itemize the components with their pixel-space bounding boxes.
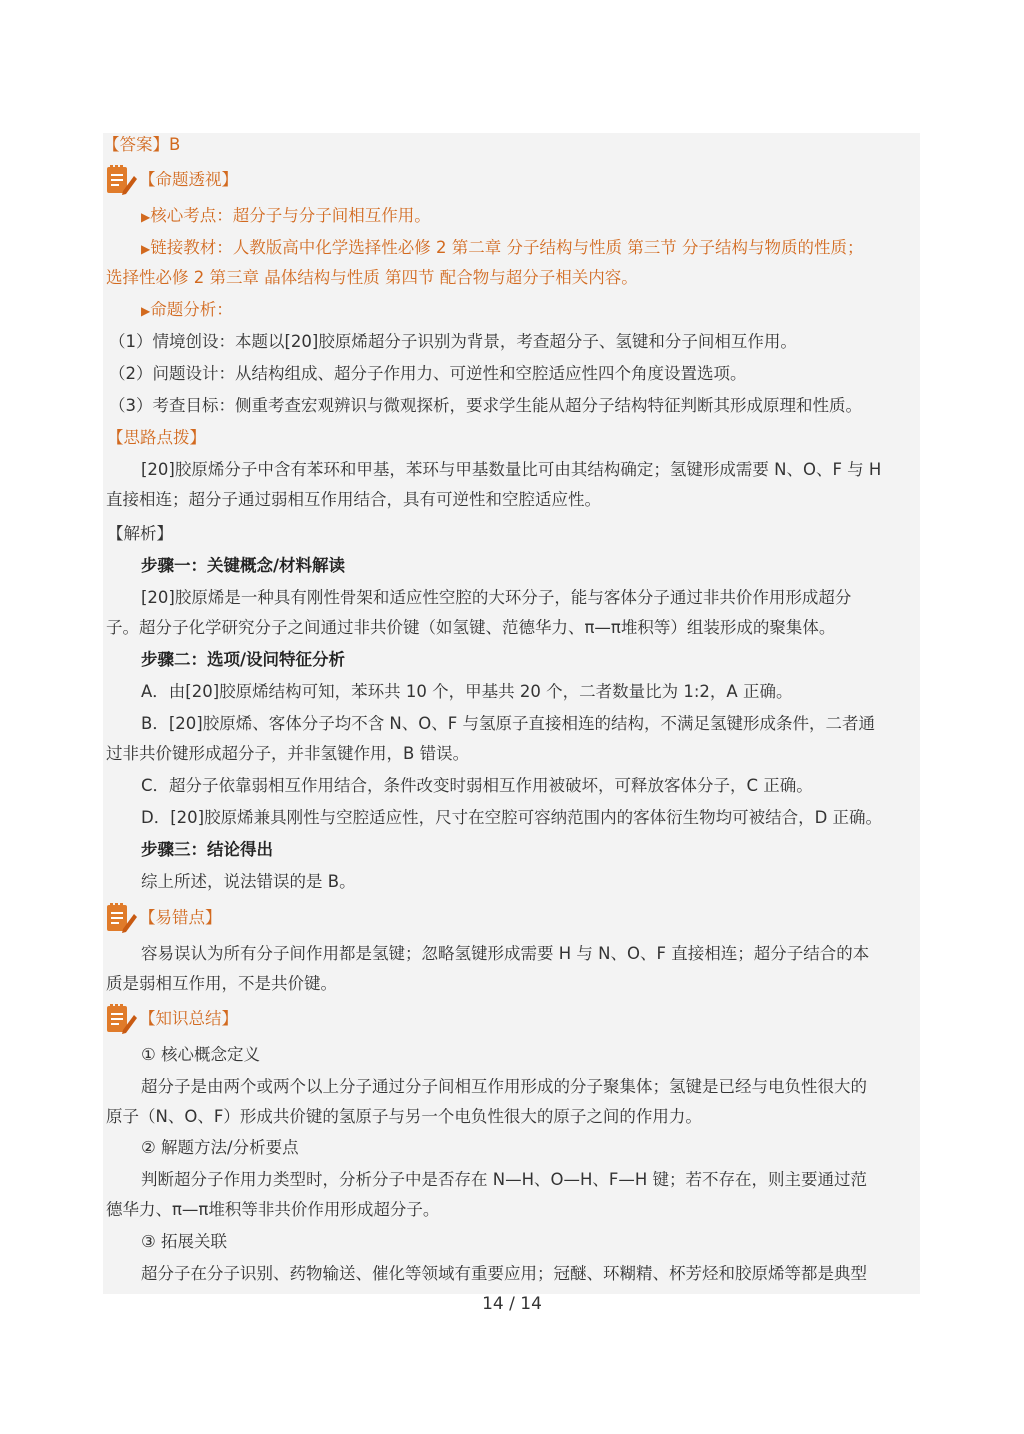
jiexi-option-a: A．由[20]胶原烯结构可知，苯环共 10 个，甲基共 20 个，二者数量比为 1:2，A 正确。 (141, 682, 793, 701)
triangle-bullet-icon: ▶ (141, 210, 151, 224)
zhishi-h1-line-2: 原子（N、O、F）形成共价键的氢原子与另一个电负性很大的原子之间的作用力。 (106, 1107, 702, 1126)
section-title-sili: 【思路点拨】 (107, 428, 206, 447)
mingti-fenxi: ▶命题分析： (141, 300, 233, 319)
answer-line (103, 134, 920, 156)
zhishi-h2-line-1: 判断超分子作用力类型时，分析分子中是否存在 N—H、O—H、F—H 键；若不存在，则主要通过范 (141, 1170, 868, 1189)
section-title-jiexi: 【解析】 (107, 524, 173, 543)
triangle-bullet-icon: ▶ (141, 304, 151, 318)
document-panel (103, 133, 920, 1294)
notepad-pencil-icon (105, 163, 137, 197)
mingti-hexin: ▶核心考点：超分子与分子间相互作用。 (141, 206, 431, 225)
jiexi-option-b-line-1: B．[20]胶原烯、客体分子均不含 N、O、F 与氢原子直接相连的结构，不满足氢键形成条件，二者通 (141, 714, 876, 733)
jiexi-option-d: D．[20]胶原烯兼具刚性与空腔适应性，尺寸在空腔可容纳范围内的客体衍生物均可被结合，D 正确。 (141, 808, 883, 827)
answer-value: B (169, 135, 181, 154)
yicuo-line-2: 质是弱相互作用，不是共价键。 (106, 974, 337, 993)
triangle-bullet-icon: ▶ (141, 242, 151, 256)
zhishi-h2-line-2: 德华力、π—π堆积等非共价作用形成超分子。 (106, 1200, 440, 1219)
sili-line-1: [20]胶原烯分子中含有苯环和甲基，苯环与甲基数量比可由其结构确定；氢键形成需要 N、O、F 与 H (141, 460, 882, 479)
jiexi-step1-line-1: [20]胶原烯是一种具有刚性骨架和适应性空腔的大环分子，能与客体分子通过非共价作用形成超分 (141, 588, 852, 607)
yicuo-line-1: 容易误认为所有分子间作用都是氢键；忽略氢键形成需要 H 与 N、O、F 直接相连；超分子结合的本 (141, 944, 870, 963)
mingti-p1: （1）情境创设：本题以[20]胶原烯超分子识别为背景，考查超分子、氢键和分子间相互作用。 (109, 332, 797, 351)
mingti-lianjie-2: 选择性必修 2 第三章 晶体结构与性质 第四节 配合物与超分子相关内容。 (106, 268, 638, 287)
answer-label: 【答案】 (103, 135, 169, 154)
zhishi-heading-1: ① 核心概念定义 (141, 1045, 261, 1064)
jiexi-option-c: C．超分子依靠弱相互作用结合，条件改变时弱相互作用被破坏，可释放客体分子，C 正确。 (141, 776, 813, 795)
jiexi-step3: 步骤三：结论得出 (141, 840, 273, 859)
notepad-pencil-icon (105, 1002, 137, 1036)
section-title-mingti: 【命题透视】 (139, 170, 238, 189)
mingti-p2: （2）问题设计：从结构组成、超分子作用力、可逆性和空腔适应性四个角度设置选项。 (109, 364, 747, 383)
zhishi-heading-3: ③ 拓展关联 (141, 1232, 228, 1251)
mingti-lianjie-1: ▶链接教材：人教版高中化学选择性必修 2 第二章 分子结构与性质 第三节 分子结构与物质的性质； (141, 238, 864, 257)
sili-line-2: 直接相连；超分子通过弱相互作用结合，具有可逆性和空腔适应性。 (106, 490, 601, 509)
section-title-zhishi: 【知识总结】 (139, 1009, 238, 1028)
page-number: 14 / 14 (482, 1294, 542, 1314)
mingti-p3: （3）考查目标：侧重考查宏观辨识与微观探析，要求学生能从超分子结构特征判断其形成原理和性质。 (109, 396, 862, 415)
jiexi-option-b-line-2: 过非共价键形成超分子，并非氢键作用，B 错误。 (106, 744, 470, 763)
jiexi-step1-line-2: 子。超分子化学研究分子之间通过非共价键（如氢键、范德华力、π—π堆积等）组装形成的聚集体。 (106, 618, 836, 637)
zhishi-heading-2: ② 解题方法/分析要点 (141, 1138, 299, 1157)
jiexi-step2: 步骤二：选项/设问特征分析 (141, 650, 346, 669)
zhishi-h1-line-1: 超分子是由两个或两个以上分子通过分子间相互作用形成的分子聚集体；氢键是已经与电负性很大的 (141, 1077, 867, 1096)
section-title-yicuo: 【易错点】 (139, 908, 222, 927)
jiexi-step1: 步骤一：关键概念/材料解读 (141, 556, 346, 575)
notepad-pencil-icon (105, 901, 137, 935)
zhishi-h3-line-1: 超分子在分子识别、药物输送、催化等领域有重要应用；冠醚、环糊精、杯芳烃和胶原烯等都是典型 (141, 1264, 867, 1283)
jiexi-conclusion: 综上所述，说法错误的是 B。 (141, 872, 356, 891)
